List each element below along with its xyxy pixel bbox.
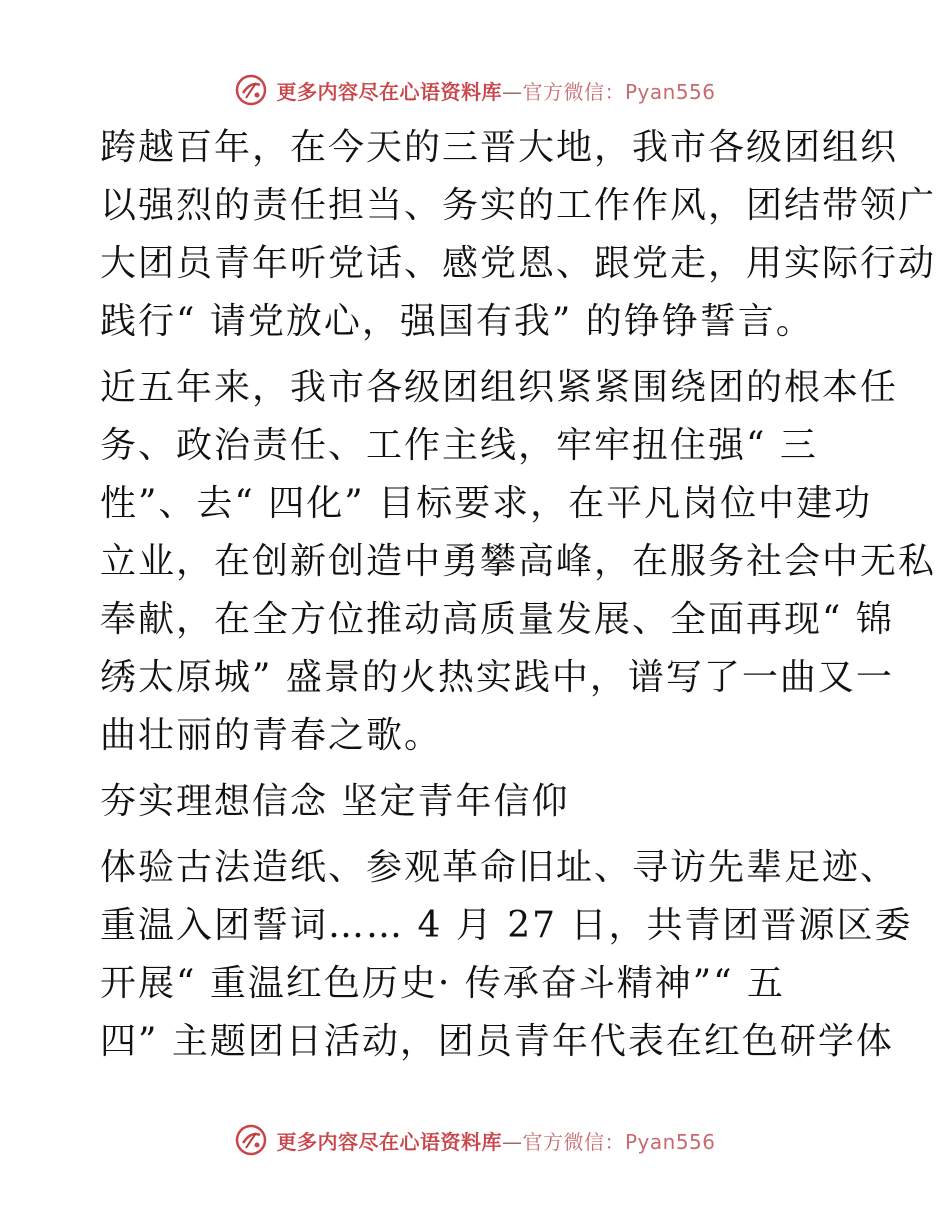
text-line: 重温入团誓词…… 4 月 27 日，共青团晋源区委 bbox=[100, 905, 913, 946]
text-line: 践行“ 请党放心，强国有我” 的铮铮誓言。 bbox=[100, 301, 814, 342]
document-body bbox=[100, 119, 937, 1071]
text-line: 以强烈的责任担当、务实的工作作风，团结带领广 bbox=[100, 185, 937, 226]
text-line: 四” 主题团日活动，团员青年代表在红色研学体 bbox=[100, 1021, 894, 1062]
watermark-text bbox=[276, 1126, 715, 1155]
heading-line: 夯实理想信念 坚定青年信仰 bbox=[100, 781, 570, 822]
text-line: 近五年来，我市各级团组织紧紧围绕团的根本任 bbox=[100, 367, 899, 408]
text-line: 跨越百年，在今天的三晋大地，我市各级团组织 bbox=[100, 127, 899, 168]
watermark-wechat-label: 官方微信： bbox=[522, 1129, 625, 1154]
footer-watermark bbox=[0, 1120, 950, 1160]
text-line: 绣太原城” 盛景的火热实践中，谱写了一曲又一 bbox=[100, 657, 894, 698]
watermark-brand: 更多内容尽在心语资料库 bbox=[276, 1129, 502, 1154]
paragraph-1 bbox=[100, 119, 937, 351]
text-line: 体验古法造纸、参观革命旧址、寻访先辈足迹、 bbox=[100, 847, 899, 888]
header-watermark bbox=[0, 70, 950, 110]
watermark-separator: — bbox=[501, 1129, 523, 1154]
watermark-wechat-id: Pyan556 bbox=[624, 1129, 716, 1154]
watermark-wechat-id: Pyan556 bbox=[624, 79, 716, 104]
paragraph-3 bbox=[100, 839, 913, 1071]
text-line: 性”、去“ 四化” 目标要求，在平凡岗位中建功 bbox=[100, 483, 873, 524]
text-line: 务、政治责任、工作主线，牢牢扭住强“ 三 bbox=[100, 425, 818, 466]
text-line: 大团员青年听党话、感党恩、跟党走，用实际行动 bbox=[100, 243, 937, 284]
watermark-text bbox=[276, 76, 715, 105]
paragraph-2 bbox=[100, 359, 937, 765]
text-line: 奉献，在全方位推动高质量发展、全面再现“ 锦 bbox=[100, 599, 894, 640]
watermark-wechat-label: 官方微信： bbox=[522, 79, 625, 104]
library-logo-icon bbox=[234, 73, 268, 107]
text-line: 开展“ 重温红色历史· 传承奋斗精神”“ 五 bbox=[100, 963, 785, 1004]
text-line: 立业，在创新创造中勇攀高峰，在服务社会中无私 bbox=[100, 541, 937, 582]
library-logo-icon bbox=[234, 1123, 268, 1157]
text-line: 曲壮丽的青春之歌。 bbox=[100, 715, 443, 756]
watermark-brand: 更多内容尽在心语资料库 bbox=[276, 79, 502, 104]
watermark-separator: — bbox=[501, 79, 523, 104]
section-heading bbox=[100, 773, 860, 831]
